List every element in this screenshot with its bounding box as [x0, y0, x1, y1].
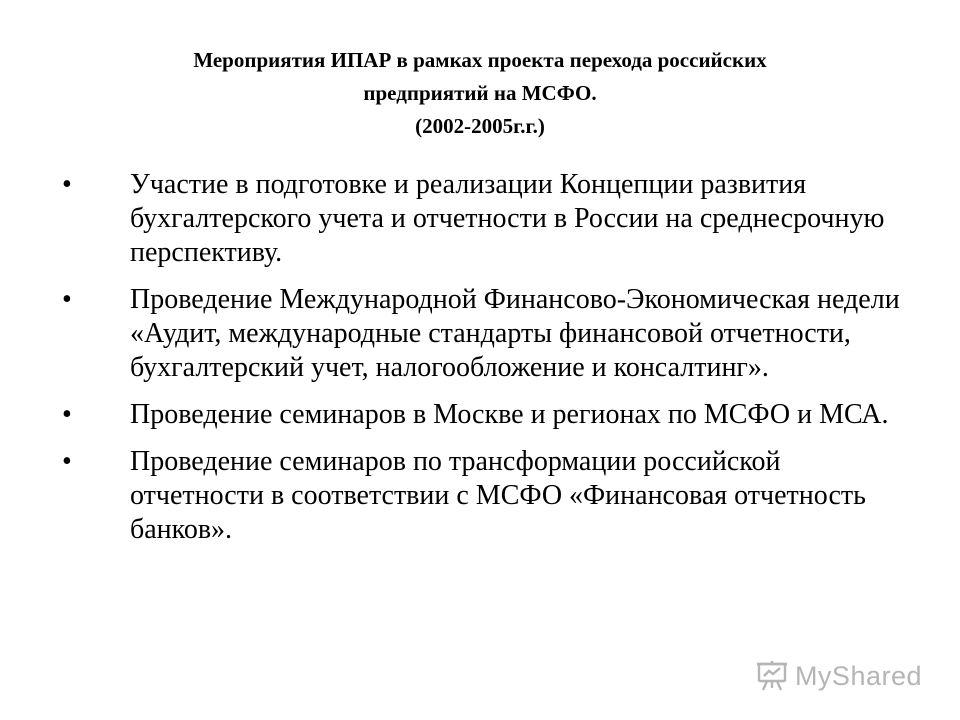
bullet-text: Участие в подготовке и реализации Концепции развития бухгалтерского учета и отчетности в России на среднесрочную перспективу.: [130, 169, 885, 268]
presentation-board-icon: [755, 660, 789, 692]
bullet-item: [0, 168, 960, 270]
myshared-watermark: [755, 660, 922, 692]
bullet-marker: •: [62, 169, 72, 200]
slide-title-line-3: (2002-2005г.г.): [415, 114, 545, 138]
watermark-text: MyShared: [794, 660, 922, 691]
bullet-marker: •: [62, 446, 72, 477]
bullet-text: Проведение Международной Финансово-Экономическая недели «Аудит, международные стандарты финансовой отчетности, бухгалтерский учет, налогообложение и консалтинг».: [130, 284, 900, 383]
bullet-list: [0, 168, 960, 560]
bullet-item: [0, 398, 960, 432]
slide-title: [80, 44, 880, 143]
bullet-item: [0, 283, 960, 385]
bullet-item: [0, 445, 960, 547]
bullet-marker: •: [62, 284, 72, 315]
bullet-text: Проведение семинаров по трансформации российской отчетности в соответствии с МСФО «Финансовая отчетность банков».: [130, 446, 866, 545]
slide-title-line-2: предприятий на МСФО.: [363, 81, 597, 105]
slide-title-line-1: Мероприятия ИПАР в рамках проекта перехода российских: [193, 48, 767, 72]
bullet-marker: •: [62, 399, 72, 430]
bullet-text: Проведение семинаров в Москве и регионах по МСФО и МСА.: [130, 399, 889, 430]
